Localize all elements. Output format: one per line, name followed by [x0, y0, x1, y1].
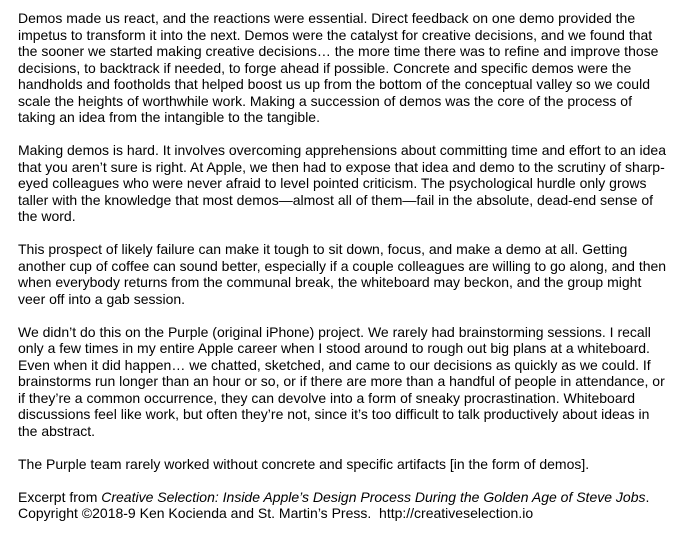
website-link[interactable]: http://creativeselection.io — [379, 505, 534, 521]
paragraph-purple-team: The Purple team rarely worked without concrete and specific artifacts [in the form of demos]. — [18, 455, 590, 472]
excerpt-period: . — [645, 488, 650, 505]
paragraph-likely-failure: This prospect of likely failure can make it tough to sit down, focus, and make a demo at all. Getting another cup of coffee can sound better, especially if a couple colleagues are willing to go along, and then when everybody returns from the communal break, the whiteboard may beckon, and the group might veer off into a gab session. — [18, 241, 667, 307]
copyright-notice: Copyright ©2018-9 Ken Kocienda and St. Martin’s Press. — [18, 505, 372, 521]
paragraph-demos-react: Demos made us react, and the reactions were essential. Direct feedback on one demo provided the impetus to transform it into the next. Demos were the catalyst for creative decisions, and we found that the sooner we started making creative decisions… the more time there was to refine and improve those decisions, to backtrack if needed, to forge ahead if possible. Concrete and specific demos were the handholds and footholds that helped boost us up from the bottom of the conceptual valley so we could scale the heights of worthwhile work. Making a succession of demos was the core of the process of taking an idea from the intangible to the tangible. — [18, 10, 659, 125]
paragraph-purple-project: We didn’t do this on the Purple (original iPhone) project. We rarely had brainstorming sessions. I recall only a few times in my entire Apple career when I stood around to rough out big plans at a whiteboard. Even when it did happen… we chatted, sketched, and came to our decisions as quickly as we could. If brainstorms run longer than an hour or so, or if there are more than a handful of people in attendance, or if they’re a common occurrence, they can devolve into a form of sneaky procrastination. Whiteboard discussions feel like work, but often they’re not, since it’s too difficult to talk productively about ideas in the abstract. — [18, 323, 665, 439]
paragraph-making-demos-hard: Making demos is hard. It involves overcoming apprehensions about committing time and effort to an idea that you aren’t sure is right. At Apple, we then had to expose that idea and demo to the scrutiny of sharp-eyed colleagues who were never afraid to level pointed criticism. The psychological hurdle only grows taller with the knowledge that most demos—almost all of them—fail in the absolute, dead-end sense of the word. — [18, 142, 666, 224]
excerpt-citation — [18, 489, 670, 522]
excerpt-prefix: Excerpt from — [18, 488, 102, 505]
book-title: Creative Selection: Inside Apple’s Design Process During the Golden Age of Steve Jobs — [101, 488, 646, 505]
